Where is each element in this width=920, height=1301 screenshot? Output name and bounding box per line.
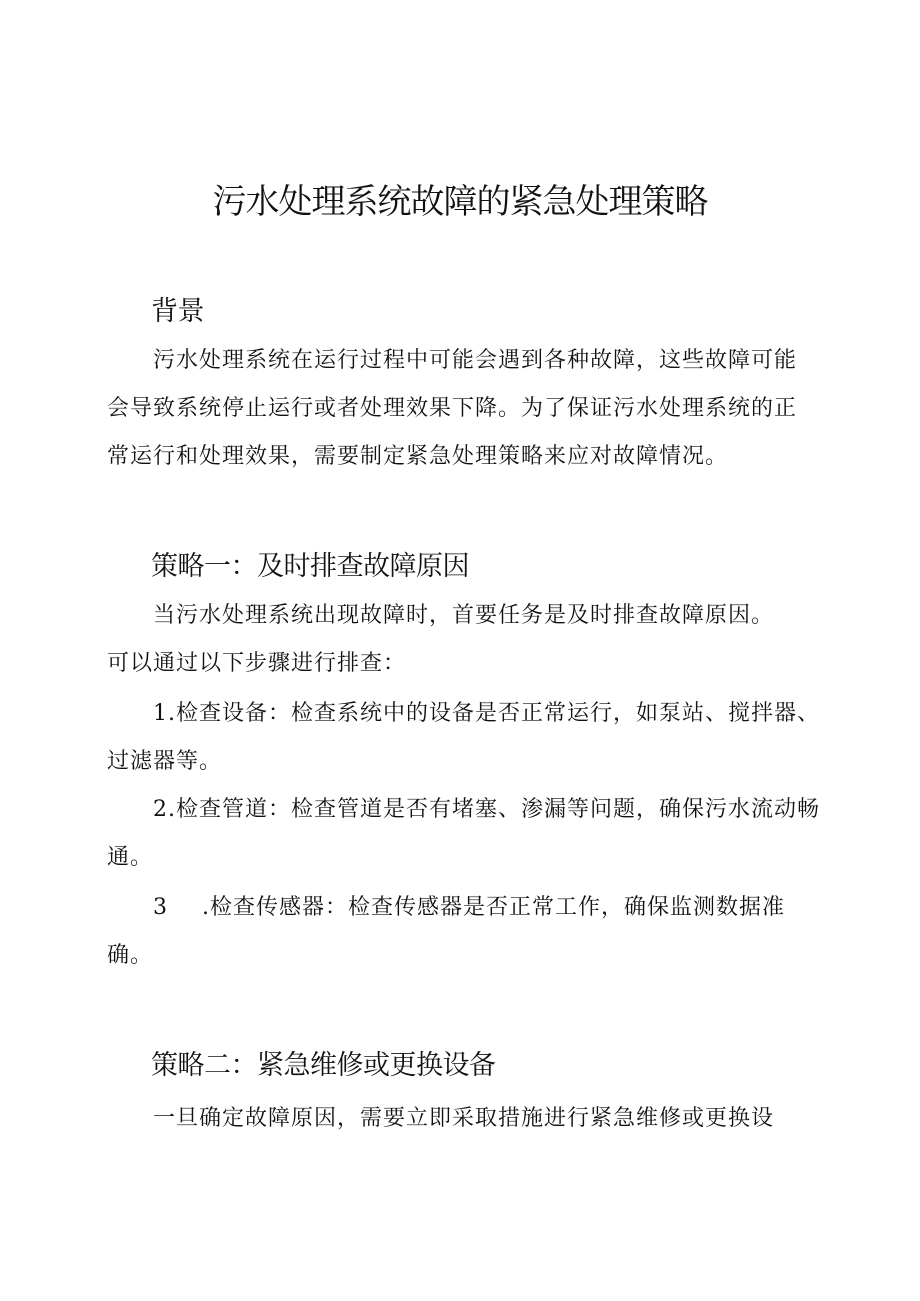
section-heading-strategy-2: 策略二：紧急维修或更换设备	[151, 1050, 496, 1081]
document-title: 污水处理系统故障的紧急处理策略	[212, 182, 708, 222]
list-item-text: .检查设备：检查系统中的设备是否正常运行，如泵站、搅拌器、过滤器等。	[107, 701, 820, 774]
list-item	[107, 690, 823, 786]
section-heading-background: 背景	[151, 296, 204, 327]
background-paragraph: 污水处理系统在运行过程中可能会遇到各种故障，这些故障可能会导致系统停止运行或者处理效果下降。为了保证污水处理系统的正常运行和处理效果，需要制定紧急处理策略来应对故障情况。	[107, 348, 798, 469]
strategy-2-paragraph: 一旦确定故障原因，需要立即采取措施进行紧急维修或更换设	[153, 1106, 775, 1131]
list-item-number: 2	[153, 797, 168, 822]
strategy-1-intro-line-1: 当污水处理系统出现故障时，首要任务是及时排查故障原因。	[153, 603, 775, 628]
list-item	[107, 884, 823, 980]
list-item-number: 3	[153, 895, 168, 920]
section-heading-strategy-1: 策略一：及时排查故障原因	[151, 551, 469, 582]
strategy-1-intro-line-2: 可以通过以下步骤进行排查：	[107, 651, 407, 676]
list-item	[107, 786, 823, 882]
list-item-number: 1	[153, 701, 168, 726]
list-item-text: .检查传感器：检查传感器是否正常工作，确保监测数据准确。	[107, 895, 785, 968]
list-item-text: .检查管道：检查管道是否有堵塞、渗漏等问题，确保污水流动畅通。	[107, 797, 820, 870]
